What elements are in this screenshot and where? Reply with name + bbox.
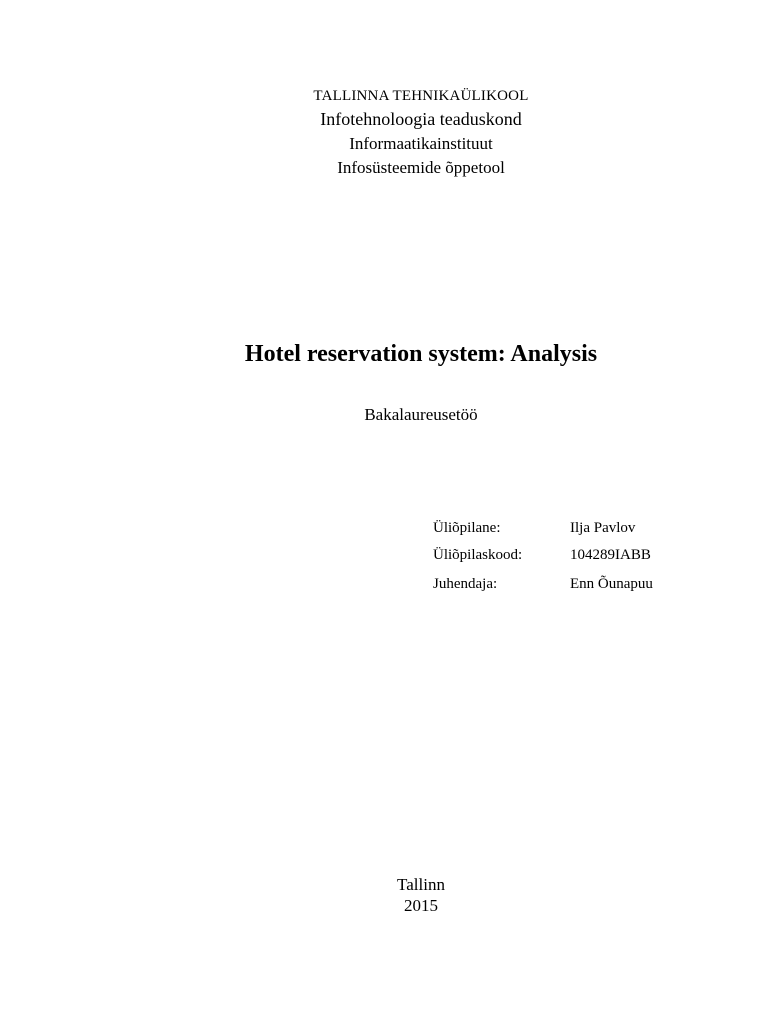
student-label: Üliõpilane: bbox=[433, 520, 501, 536]
supervisor-value: Enn Õunapuu bbox=[570, 576, 653, 592]
year: 2015 bbox=[404, 896, 438, 915]
thesis-title: Hotel reservation system: Analysis bbox=[244, 341, 598, 367]
faculty-name: Infotehnoloogia teaduskond bbox=[320, 109, 522, 129]
student-code-value: 104289IABB bbox=[570, 547, 651, 563]
thesis-type: Bakalaureusetöö bbox=[364, 405, 478, 424]
university-name: TALLINNA TEHNIKAÜLIKOOL bbox=[313, 88, 529, 104]
student-code-label: Üliõpilaskood: bbox=[433, 547, 523, 563]
institute-name: Informaatikainstituut bbox=[349, 134, 493, 153]
student-value: Ilja Pavlov bbox=[570, 520, 636, 536]
city: Tallinn bbox=[397, 875, 445, 894]
chair-name: Infosüsteemide õppetool bbox=[337, 158, 505, 177]
supervisor-label: Juhendaja: bbox=[433, 576, 498, 592]
